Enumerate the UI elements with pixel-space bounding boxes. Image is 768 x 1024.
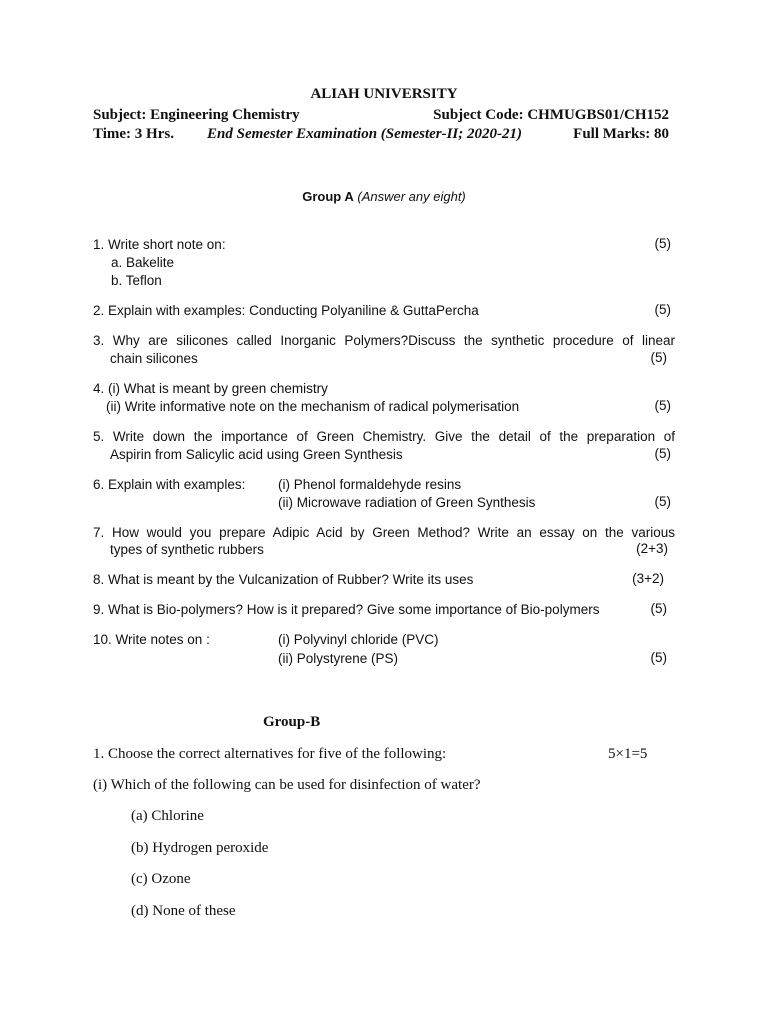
question-marks: (5): [654, 398, 671, 413]
question-text: 3. Why are silicones called Inorganic Polymers?Discuss the synthetic procedure of linear: [93, 333, 675, 348]
answer-option: (a) Chlorine: [131, 808, 204, 824]
exam-title: End Semester Examination (Semester-II; 2020-21): [207, 126, 523, 142]
group-a-heading: [0, 189, 768, 204]
question-marks: 5×1=5: [608, 746, 648, 762]
question-text: 2. Explain with examples: Conducting Polyaniline & GuttaPercha: [93, 303, 479, 318]
question-option: (ii) Polystyrene (PS): [278, 651, 399, 666]
question-marks: (5): [654, 236, 671, 251]
question-text-continued: (ii) Write informative note on the mechanism of radical polymerisation: [106, 399, 520, 414]
question-option: b. Teflon: [111, 273, 162, 288]
question-text: 8. What is meant by the Vulcanization of Rubber? Write its uses: [93, 572, 474, 587]
question-marks: (5): [650, 350, 667, 365]
time-label: Time: 3 Hrs.: [93, 126, 174, 142]
answer-option: (d) None of these: [131, 903, 236, 919]
question-text: 7. How would you prepare Adipic Acid by Green Method? Write an essay on the various: [93, 525, 675, 540]
question-text-continued: types of synthetic rubbers: [110, 542, 264, 557]
question-text: 10. Write notes on :: [93, 632, 210, 647]
question-text: 4. (i) What is meant by green chemistry: [93, 381, 328, 396]
question-marks: (3+2): [632, 571, 664, 586]
question-text: 1. Choose the correct alternatives for five of the following:: [93, 746, 447, 762]
question-marks: (5): [650, 650, 667, 665]
question-text: 6. Explain with examples:: [93, 477, 246, 492]
group-a-title: Group A: [302, 189, 354, 204]
question-text: 9. What is Bio-polymers? How is it prepared? Give some importance of Bio-polymers: [93, 602, 600, 617]
question-text-continued: Aspirin from Salicylic acid using Green Synthesis: [110, 447, 403, 462]
subject-label: Subject: Engineering Chemistry: [93, 107, 300, 123]
question-marks: (2+3): [636, 541, 668, 556]
question-option: (i) Polyvinyl chloride (PVC): [278, 632, 439, 647]
answer-option: (b) Hydrogen peroxide: [131, 840, 269, 856]
group-a-instruction: (Answer any eight): [357, 189, 466, 204]
question-text-continued: chain silicones: [110, 351, 198, 366]
question-text: (i) Which of the following can be used for disinfection of water?: [93, 777, 481, 793]
question-marks: (5): [654, 302, 671, 317]
question-text: 5. Write down the importance of Green Chemistry. Give the detail of the preparation of: [93, 429, 675, 444]
question-marks: (5): [654, 494, 671, 509]
university-title: ALIAH UNIVERSITY: [310, 86, 458, 102]
question-option: (ii) Microwave radiation of Green Synthesis: [278, 495, 536, 510]
question-marks: (5): [654, 446, 671, 461]
question-option: (i) Phenol formaldehyde resins: [278, 477, 462, 492]
group-b-title: Group-B: [263, 714, 321, 730]
subject-code: Subject Code: CHMUGBS01/CH152: [433, 107, 669, 123]
question-text: 1. Write short note on:: [93, 237, 226, 252]
question-option: a. Bakelite: [111, 255, 175, 270]
question-marks: (5): [650, 601, 667, 616]
full-marks: Full Marks: 80: [573, 126, 669, 142]
answer-option: (c) Ozone: [131, 871, 191, 887]
